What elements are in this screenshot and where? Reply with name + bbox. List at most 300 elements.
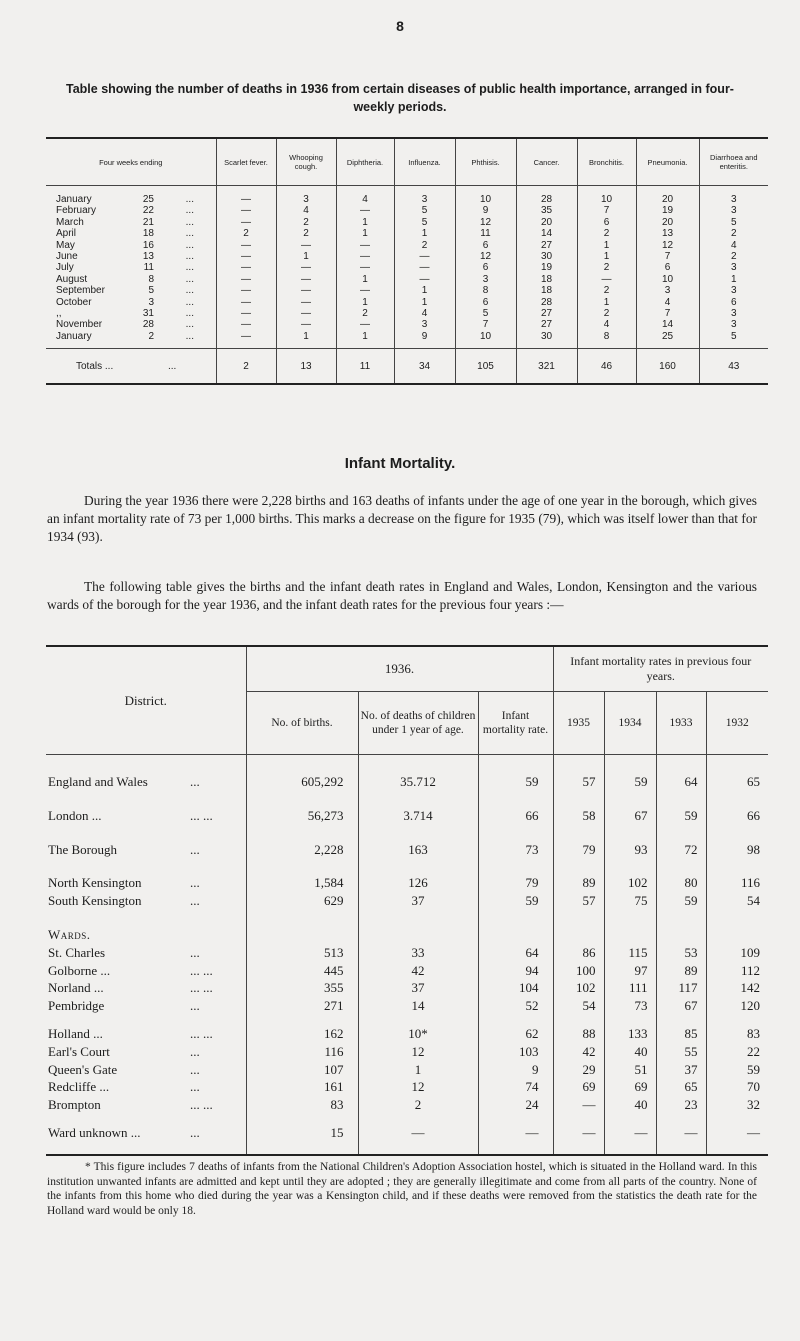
spacer-cell bbox=[246, 1015, 358, 1025]
district-name: England and Wales bbox=[48, 774, 148, 789]
rate-cell: 62 bbox=[478, 1025, 553, 1043]
leader-dots: ... bbox=[185, 216, 194, 228]
table1-header-3: Diphtheria. bbox=[336, 138, 394, 186]
spacer-cell bbox=[246, 825, 358, 841]
table1-cell: 1 bbox=[577, 240, 636, 251]
period-day: 21 bbox=[142, 216, 154, 228]
table1-cell: 18 bbox=[516, 274, 577, 285]
prev-rate-cell: 102 bbox=[604, 874, 656, 892]
spacer-cell bbox=[706, 791, 768, 807]
table2-body bbox=[46, 755, 768, 1155]
table1-header-5: Phthisis. bbox=[455, 138, 516, 186]
spacer-cell bbox=[656, 1142, 706, 1155]
period-month: April bbox=[56, 228, 77, 240]
spacer-cell bbox=[46, 791, 246, 807]
table1-cell: 3 bbox=[455, 274, 516, 285]
wards-label: Wards. bbox=[48, 926, 91, 942]
table1-cell: 3 bbox=[699, 205, 768, 216]
table1-cell: 28 bbox=[516, 297, 577, 308]
births-cell: 1,584 bbox=[246, 874, 358, 892]
table1-cell: 14 bbox=[636, 319, 699, 330]
spacer-cell bbox=[358, 1015, 478, 1025]
table1-cell: 1 bbox=[577, 297, 636, 308]
table1-header-6: Cancer. bbox=[516, 138, 577, 186]
table1-cell: 9 bbox=[455, 205, 516, 216]
prev-rate-cell: 32 bbox=[706, 1096, 768, 1114]
rate-cell: 9 bbox=[478, 1061, 553, 1079]
prev-rate-cell: 58 bbox=[553, 807, 604, 825]
table1-cell: 12 bbox=[455, 251, 516, 262]
table1-row bbox=[46, 319, 768, 330]
leader-dots: ... bbox=[190, 998, 200, 1014]
births-cell: 271 bbox=[246, 997, 358, 1015]
deaths-cell: 35.712 bbox=[358, 773, 478, 791]
spacer-cell bbox=[46, 1114, 246, 1124]
prev-rate-cell: — bbox=[604, 1124, 656, 1142]
prev-rate-cell: 116 bbox=[706, 874, 768, 892]
spacer-cell bbox=[358, 791, 478, 807]
district-cell bbox=[46, 1078, 246, 1096]
rate-header: Infant mortality rate. bbox=[478, 692, 553, 755]
prev-rate-cell: 57 bbox=[553, 892, 604, 910]
spacer-cell bbox=[604, 1142, 656, 1155]
prev-rate-cell: 65 bbox=[656, 1078, 706, 1096]
period-month: ,, bbox=[56, 308, 62, 320]
prev-rate-cell: 59 bbox=[706, 1061, 768, 1079]
table1-row bbox=[46, 274, 768, 285]
table1-cell: 1 bbox=[336, 217, 394, 228]
prev-rate-cell: 86 bbox=[553, 944, 604, 962]
table1-cell: 5 bbox=[699, 331, 768, 349]
table1-row bbox=[46, 217, 768, 228]
spacer-cell bbox=[706, 825, 768, 841]
district-name: South Kensington bbox=[48, 893, 142, 909]
table1-cell: 10 bbox=[455, 331, 516, 349]
table1-cell: 20 bbox=[636, 217, 699, 228]
totals-cell: 11 bbox=[336, 349, 394, 385]
table1-cell: — bbox=[216, 186, 276, 206]
table1-cell: — bbox=[336, 262, 394, 273]
table1-cell: 20 bbox=[636, 186, 699, 206]
leader-dots: ... bbox=[190, 1061, 200, 1077]
district-cell bbox=[46, 1025, 246, 1043]
district-name: Holland ... bbox=[48, 1025, 103, 1041]
table1-cell: 10 bbox=[455, 186, 516, 206]
period-day: 3 bbox=[148, 296, 154, 308]
year-1936-header: 1936. bbox=[246, 646, 553, 692]
table1-title: Table showing the number of deaths in 1936 from certain diseases of public health importance, arranged in four-weekly periods. bbox=[66, 82, 734, 114]
totals-label: Totals ... bbox=[76, 360, 114, 372]
prev-rate-cell: 23 bbox=[656, 1096, 706, 1114]
table1-cell: — bbox=[216, 285, 276, 296]
spacer-cell bbox=[358, 825, 478, 841]
deaths-cell: 12 bbox=[358, 1078, 478, 1096]
table1-cell: — bbox=[276, 285, 336, 296]
period-cell bbox=[46, 308, 216, 319]
table1-cell: 2 bbox=[699, 228, 768, 239]
infant-mortality-table bbox=[46, 645, 768, 1156]
period-cell bbox=[46, 186, 216, 206]
deaths-cell: 14 bbox=[358, 997, 478, 1015]
table1-row bbox=[46, 285, 768, 296]
table1-row bbox=[46, 251, 768, 262]
leader-dots: ... bbox=[190, 1043, 200, 1059]
totals-cell: 105 bbox=[455, 349, 516, 385]
prev-rate-cell: 98 bbox=[706, 841, 768, 859]
spacer-cell bbox=[246, 1142, 358, 1155]
district-name: Pembridge bbox=[48, 998, 105, 1014]
table1-cell: 19 bbox=[516, 262, 577, 273]
period-cell bbox=[46, 297, 216, 308]
prev-rate-cell: 64 bbox=[656, 773, 706, 791]
spacer-cell bbox=[478, 791, 553, 807]
table1-row bbox=[46, 297, 768, 308]
table1-cell: — bbox=[276, 262, 336, 273]
table1-cell: — bbox=[336, 319, 394, 330]
table1-header-row bbox=[46, 138, 768, 186]
totals-cell: 13 bbox=[276, 349, 336, 385]
period-month: January bbox=[56, 194, 92, 205]
table1-cell: — bbox=[276, 308, 336, 319]
table1-cell: 25 bbox=[636, 331, 699, 349]
table1-cell: 2 bbox=[276, 228, 336, 239]
table1-cell: 5 bbox=[394, 205, 455, 216]
prev-rate-cell: 67 bbox=[604, 807, 656, 825]
spacer-cell bbox=[478, 1142, 553, 1155]
table1-cell: — bbox=[216, 262, 276, 273]
table1-cell: 3 bbox=[699, 308, 768, 319]
spacer-cell bbox=[553, 755, 604, 774]
period-cell bbox=[46, 285, 216, 296]
prev-rate-cell: — bbox=[656, 1124, 706, 1142]
spacer-cell bbox=[604, 1114, 656, 1124]
table1-cell: 8 bbox=[455, 285, 516, 296]
leader-dots: ... bbox=[168, 360, 177, 372]
table1-cell: 6 bbox=[577, 217, 636, 228]
spacer-cell bbox=[604, 755, 656, 774]
spacer-row bbox=[46, 910, 768, 926]
period-day: 2 bbox=[148, 330, 154, 342]
deaths-header: No. of deaths of children under 1 year of age. bbox=[358, 692, 478, 755]
district-row bbox=[46, 1061, 768, 1079]
district-header: District. bbox=[124, 692, 167, 708]
prev-rate-cell: — bbox=[706, 1124, 768, 1142]
spacer-cell bbox=[478, 1114, 553, 1124]
year-header-1933: 1933 bbox=[656, 692, 706, 755]
births-cell: 56,273 bbox=[246, 807, 358, 825]
spacer-cell bbox=[604, 825, 656, 841]
spacer-row bbox=[46, 791, 768, 807]
spacer-cell bbox=[553, 1015, 604, 1025]
spacer-cell bbox=[46, 858, 246, 874]
births-cell: 355 bbox=[246, 979, 358, 997]
table1-row bbox=[46, 228, 768, 239]
table1-cell: 9 bbox=[394, 331, 455, 349]
leader-dots: ... ... bbox=[190, 807, 213, 823]
table1-cell: 4 bbox=[577, 319, 636, 330]
table1-cell: — bbox=[216, 251, 276, 262]
spacer-cell bbox=[706, 755, 768, 774]
prev-rate-cell: 40 bbox=[604, 1043, 656, 1061]
spacer-row bbox=[46, 825, 768, 841]
period-cell bbox=[46, 319, 216, 330]
table1-cell: 5 bbox=[455, 308, 516, 319]
deaths-cell: 37 bbox=[358, 979, 478, 997]
rate-cell: 24 bbox=[478, 1096, 553, 1114]
prev-rate-cell: 69 bbox=[553, 1078, 604, 1096]
district-row bbox=[46, 1096, 768, 1114]
spacer-cell bbox=[358, 926, 478, 944]
table1-cell: 7 bbox=[636, 251, 699, 262]
district-cell bbox=[46, 979, 246, 997]
district-row bbox=[46, 962, 768, 980]
leader-dots: ... bbox=[185, 251, 194, 263]
spacer-cell bbox=[478, 858, 553, 874]
prev-rate-cell: 85 bbox=[656, 1025, 706, 1043]
prev-rate-cell: 73 bbox=[604, 997, 656, 1015]
district-name: Earl's Court bbox=[48, 1043, 110, 1059]
spacer-cell bbox=[358, 910, 478, 926]
period-day: 31 bbox=[142, 308, 154, 320]
table1-header-9: Diarrhoea and enteritis. bbox=[699, 138, 768, 186]
table1-row bbox=[46, 186, 768, 206]
prev-rate-cell: 59 bbox=[656, 892, 706, 910]
prev-rate-cell: 142 bbox=[706, 979, 768, 997]
rate-cell: 104 bbox=[478, 979, 553, 997]
leader-dots: ... ... bbox=[190, 962, 213, 978]
table1-cell: 2 bbox=[216, 228, 276, 239]
prev-rate-cell: — bbox=[553, 1124, 604, 1142]
leader-dots: ... bbox=[185, 330, 194, 342]
table1-cell: 27 bbox=[516, 240, 577, 251]
deaths-cell: 42 bbox=[358, 962, 478, 980]
district-row bbox=[46, 1078, 768, 1096]
wards-heading-row bbox=[46, 926, 768, 944]
spacer-row bbox=[46, 755, 768, 774]
district-cell bbox=[46, 892, 246, 910]
births-cell: 83 bbox=[246, 1096, 358, 1114]
prev-rate-cell: 115 bbox=[604, 944, 656, 962]
table1-header-2: Whooping cough. bbox=[276, 138, 336, 186]
spacer-cell bbox=[656, 825, 706, 841]
district-row bbox=[46, 1124, 768, 1142]
births-cell: 2,228 bbox=[246, 841, 358, 859]
district-cell bbox=[46, 1096, 246, 1114]
district-row bbox=[46, 841, 768, 859]
period-cell bbox=[46, 274, 216, 285]
leader-dots: ... ... bbox=[190, 1025, 213, 1041]
period-cell bbox=[46, 240, 216, 251]
births-header: No. of births. bbox=[246, 692, 358, 755]
spacer-cell bbox=[358, 858, 478, 874]
spacer-cell bbox=[46, 1015, 246, 1025]
spacer-cell bbox=[656, 755, 706, 774]
district-row bbox=[46, 807, 768, 825]
table1-cell: 3 bbox=[699, 319, 768, 330]
prev-rate-cell: 75 bbox=[604, 892, 656, 910]
table1-cell: — bbox=[216, 274, 276, 285]
table1-cell: 20 bbox=[516, 217, 577, 228]
spacer-cell bbox=[358, 1142, 478, 1155]
table1-cell: 3 bbox=[699, 262, 768, 273]
table1-cell: 4 bbox=[336, 186, 394, 206]
prev-rate-cell: 93 bbox=[604, 841, 656, 859]
period-month: February bbox=[56, 205, 97, 217]
spacer-cell bbox=[553, 825, 604, 841]
prev-rate-cell: 57 bbox=[553, 773, 604, 791]
district-name: Brompton bbox=[48, 1097, 101, 1113]
table1-cell: — bbox=[216, 308, 276, 319]
district-row bbox=[46, 1025, 768, 1043]
table1-cell: — bbox=[216, 240, 276, 251]
totals-cell: 46 bbox=[577, 349, 636, 385]
totals-cell: 321 bbox=[516, 349, 577, 385]
period-cell bbox=[46, 331, 216, 349]
table1-cell: 30 bbox=[516, 331, 577, 349]
totals-cell: 34 bbox=[394, 349, 455, 385]
leader-dots: ... bbox=[190, 774, 200, 789]
prev-rate-cell: 40 bbox=[604, 1096, 656, 1114]
deaths-cell: 33 bbox=[358, 944, 478, 962]
totals-cell: 43 bbox=[699, 349, 768, 385]
totals-label-cell bbox=[46, 349, 216, 385]
table1-cell: 1 bbox=[336, 331, 394, 349]
prev-rate-cell: 53 bbox=[656, 944, 706, 962]
spacer-cell bbox=[478, 910, 553, 926]
births-cell: 116 bbox=[246, 1043, 358, 1061]
table1-cell: 27 bbox=[516, 308, 577, 319]
prev-rate-cell: 109 bbox=[706, 944, 768, 962]
table1-cell: — bbox=[336, 205, 394, 216]
prev-rate-cell: 22 bbox=[706, 1043, 768, 1061]
rate-cell: 59 bbox=[478, 773, 553, 791]
table1-cell: 7 bbox=[455, 319, 516, 330]
period-month: October bbox=[56, 296, 92, 308]
district-row bbox=[46, 944, 768, 962]
table1-cell: 4 bbox=[636, 297, 699, 308]
table1-cell: 3 bbox=[699, 186, 768, 206]
table1-body bbox=[46, 186, 768, 349]
births-cell: 162 bbox=[246, 1025, 358, 1043]
table1-cell: — bbox=[394, 262, 455, 273]
prev-rate-cell: 54 bbox=[706, 892, 768, 910]
district-name: Redcliffe ... bbox=[48, 1079, 110, 1095]
spacer-cell bbox=[553, 791, 604, 807]
spacer-cell bbox=[706, 910, 768, 926]
period-month: July bbox=[56, 262, 74, 274]
spacer-cell bbox=[46, 1142, 246, 1155]
table1-cell: 2 bbox=[577, 228, 636, 239]
district-row bbox=[46, 1043, 768, 1061]
table1-header-4: Influenza. bbox=[394, 138, 455, 186]
leader-dots: ... bbox=[190, 875, 200, 891]
table1-cell: 2 bbox=[699, 251, 768, 262]
table1-cell: 2 bbox=[336, 308, 394, 319]
period-month: September bbox=[56, 285, 105, 297]
spacer-cell bbox=[553, 1142, 604, 1155]
table1-cell: 6 bbox=[455, 240, 516, 251]
table1-cell: 2 bbox=[577, 262, 636, 273]
leader-dots: ... bbox=[185, 308, 194, 320]
prev-rate-cell: 120 bbox=[706, 997, 768, 1015]
table1-cell: 1 bbox=[394, 285, 455, 296]
table1-header-0: Four weeks ending bbox=[99, 157, 163, 167]
leader-dots: ... bbox=[190, 944, 200, 960]
prev-rate-cell: — bbox=[553, 1096, 604, 1114]
table1-totals-row bbox=[46, 349, 768, 385]
deaths-cell: 37 bbox=[358, 892, 478, 910]
spacer-cell bbox=[604, 926, 656, 944]
table1-cell: — bbox=[577, 274, 636, 285]
table1-row bbox=[46, 240, 768, 251]
period-day: 25 bbox=[142, 194, 154, 205]
table1-row bbox=[46, 308, 768, 319]
leader-dots: ... ... bbox=[190, 1097, 213, 1113]
spacer-cell bbox=[604, 910, 656, 926]
spacer-cell bbox=[553, 858, 604, 874]
table1-cell: 7 bbox=[577, 205, 636, 216]
spacer-cell bbox=[246, 1114, 358, 1124]
table1-cell: 1 bbox=[276, 331, 336, 349]
table1-cell: 2 bbox=[276, 217, 336, 228]
district-name: North Kensington bbox=[48, 875, 142, 891]
table1-cell: 3 bbox=[394, 319, 455, 330]
leader-dots: ... bbox=[185, 262, 194, 274]
prev-rate-cell: 117 bbox=[656, 979, 706, 997]
spacer-cell bbox=[246, 926, 358, 944]
prev-rate-cell: 54 bbox=[553, 997, 604, 1015]
spacer-cell bbox=[478, 926, 553, 944]
rate-cell: — bbox=[478, 1124, 553, 1142]
spacer-cell bbox=[656, 791, 706, 807]
spacer-cell bbox=[706, 926, 768, 944]
spacer-cell bbox=[358, 755, 478, 774]
district-cell bbox=[46, 841, 246, 859]
prev-rate-cell: 66 bbox=[706, 807, 768, 825]
leader-dots: ... bbox=[185, 285, 194, 297]
table1-cell: — bbox=[276, 274, 336, 285]
table1-cell: — bbox=[336, 251, 394, 262]
table1-cell: 1 bbox=[577, 251, 636, 262]
table1-cell: — bbox=[276, 297, 336, 308]
table1-row bbox=[46, 262, 768, 273]
district-name: The Borough bbox=[48, 841, 117, 857]
period-day: 28 bbox=[142, 319, 154, 331]
rate-cell: 74 bbox=[478, 1078, 553, 1096]
year-header-1932: 1932 bbox=[706, 692, 768, 755]
totals-cell: 2 bbox=[216, 349, 276, 385]
table1-cell: 6 bbox=[636, 262, 699, 273]
period-day: 13 bbox=[142, 251, 154, 263]
spacer-cell bbox=[604, 858, 656, 874]
table1-row bbox=[46, 205, 768, 216]
district-name: London ... bbox=[48, 807, 102, 823]
period-day: 5 bbox=[148, 285, 154, 297]
district-cell bbox=[46, 1043, 246, 1061]
births-cell: 605,292 bbox=[246, 773, 358, 791]
prev-rate-cell: 65 bbox=[706, 773, 768, 791]
spacer-row bbox=[46, 1114, 768, 1124]
table1-cell: — bbox=[394, 274, 455, 285]
district-cell bbox=[46, 773, 246, 791]
table1-cell: 1 bbox=[336, 274, 394, 285]
spacer-cell bbox=[553, 1114, 604, 1124]
period-day: 22 bbox=[142, 205, 154, 217]
leader-dots: ... bbox=[185, 296, 194, 308]
table1-cell: 3 bbox=[276, 186, 336, 206]
spacer-cell bbox=[358, 1114, 478, 1124]
spacer-cell bbox=[706, 1142, 768, 1155]
